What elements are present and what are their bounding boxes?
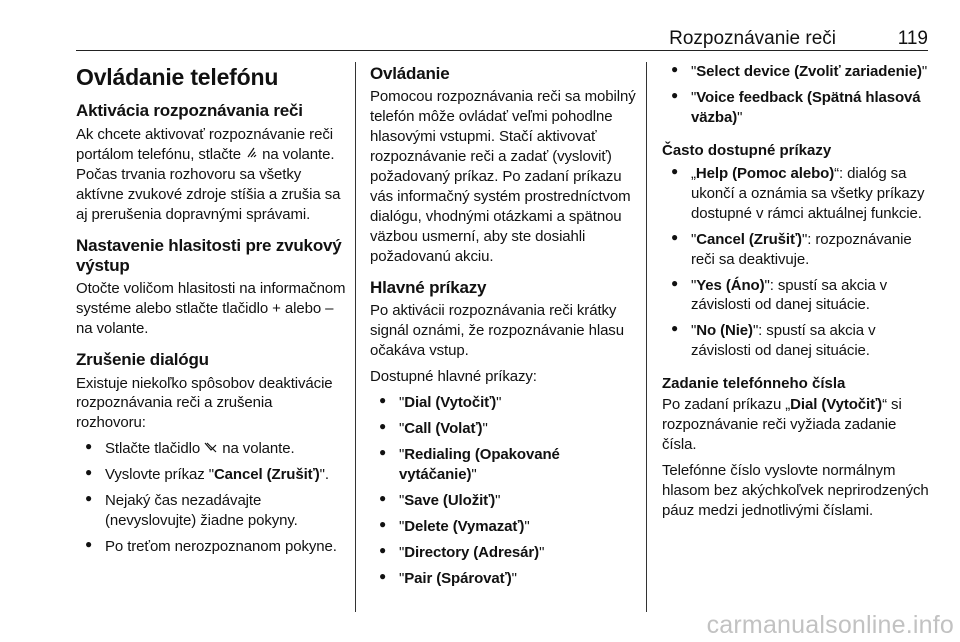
list-item — [76, 439, 346, 459]
text: : rozpoznávanie reči sa deaktivuje. — [691, 230, 912, 268]
column-divider — [646, 62, 647, 612]
list-item: ● "Delete (Vymazať)" — [370, 517, 640, 537]
voice-command-icon — [245, 145, 258, 164]
column-2 — [370, 62, 640, 594]
column-divider — [355, 62, 356, 612]
cancel-intro: Existuje niekoľko spôsobov deaktivácie rozpoznávania reči a zrušenia rozhovoru: — [76, 374, 333, 432]
list-item: ● "Pair (Spárovať)" — [370, 569, 640, 589]
heading-operation: Ovládanie — [370, 64, 450, 83]
command: Cancel (Zrušiť) — [696, 230, 802, 248]
list-item: ● "No (Nie)": spustí sa akcia v závislosti od danej situácie. — [662, 321, 930, 361]
heading-cancel: Zrušenie dialógu — [76, 350, 209, 370]
main-commands-intro: Dostupné hlavné príkazy: — [370, 368, 537, 386]
list-item: ● "Save (Uložiť)" — [370, 491, 640, 511]
heading-activation: Aktivácia rozpoznávania reči — [76, 101, 303, 121]
text: Po zadaní príkazu „ — [662, 396, 791, 414]
text: : spustí sa akcia v závislosti od danej situácie. — [691, 322, 876, 360]
text: : spustí sa akcia v závislosti od danej situácie. — [691, 276, 888, 314]
command: Select device (Zvoliť zariadenie) — [696, 63, 922, 80]
main-commands-text: Po aktivácii rozpoznávania reči krátky signál oznámi, že rozpoznávanie hlasu očakáva vstup. — [370, 302, 624, 360]
section-title: Ovládanie telefónu — [76, 64, 279, 90]
text: Stlačte tlačidlo — [105, 440, 205, 458]
text: Vyslovte príkaz " — [105, 466, 214, 484]
command: No (Nie) — [696, 322, 753, 340]
list-item: ● "Redialing (Opakované vytáčanie)" — [370, 445, 640, 485]
header-title: Rozpoznávanie reči — [669, 28, 836, 49]
list-item: ● „Help (Pomoc alebo)“: dialóg sa ukončí a oznámia sa všetky príkazy dostupné v rámci aktuálnej funkcie. — [662, 164, 930, 224]
page-number: 119 — [897, 28, 928, 49]
common-commands-list — [662, 164, 930, 361]
command: Directory (Adresár) — [404, 543, 540, 561]
list-item: ● Po treťom nerozpoznanom pokyne. — [76, 537, 346, 557]
main-commands-list — [370, 393, 640, 589]
command: Voice feedback (Spätná hlasová väzba) — [691, 88, 921, 126]
text: Ak chcete aktivovať rozpoznávanie reči portálom telefónu, stlačte — [76, 125, 333, 163]
heading-volume: Nastavenie hlasitosti pre zvukový výstup — [76, 235, 342, 275]
text: “ si rozpoznávanie reči vyžiada zadanie čísla. — [662, 396, 902, 454]
list-item: ● "Select device (Zvoliť zariadenie)" — [662, 62, 930, 82]
command: Save (Uložiť) — [404, 491, 496, 509]
phone-number-text — [662, 395, 930, 455]
list-item: ● "Directory (Adresár)" — [370, 543, 640, 563]
command: Pair (Spárovať) — [404, 569, 512, 587]
heading-main-commands: Hlavné príkazy — [370, 277, 487, 297]
column-3 — [662, 62, 930, 527]
watermark: carmanualsonline.info — [706, 611, 954, 639]
list-item: ● Nejaký čas nezadávajte (nevyslovujte) žiadne pokyny. — [76, 491, 346, 531]
text: ". — [319, 466, 329, 484]
phone-number-text-2: Telefónne číslo vyslovte normálnym hlasom bez akýchkoľvek neprirodzených páuz medzi jednotlivými číslami. — [662, 462, 929, 519]
list-item: ● "Yes (Áno)": spustí sa akcia v závislosti od danej situácie. — [662, 276, 930, 316]
list-item: ● "Cancel (Zrušiť)": rozpoznávanie reči sa deaktivuje. — [662, 230, 930, 270]
text: na volante. — [218, 440, 295, 458]
list-item: ● "Voice feedback (Spätná hlasová väzba)" — [662, 88, 930, 128]
heading-phone-number: Zadanie telefónneho čísla — [662, 375, 846, 393]
cancel-list — [76, 439, 346, 557]
heading-common-commands: Často dostupné príkazy — [662, 141, 832, 159]
command: Delete (Vymazať) — [404, 517, 525, 535]
list-item: ● "Call (Volať)" — [370, 419, 640, 439]
command: Cancel (Zrušiť) — [213, 466, 320, 484]
list-item: ● "Dial (Vytočiť)" — [370, 393, 640, 413]
command: Help (Pomoc alebo) — [695, 164, 835, 182]
volume-text: Otočte voličom hlasitosti na informačnom systéme alebo stlačte tlačidlo + alebo – na volante. — [76, 280, 346, 338]
text: : dialóg sa ukončí a oznámia sa všetky príkazy dostupné v rámci aktuálnej funkcie. — [691, 164, 925, 222]
command: Redialing (Opakované vytáčanie) — [399, 445, 560, 483]
activation-text — [76, 125, 346, 225]
command: Yes (Áno) — [696, 276, 765, 294]
text: na volante. Počas trvania rozhovoru sa všetky aktívne zvukové zdroje stíšia a zrušia sa aj prerušenia dopravnými správami. — [76, 145, 341, 223]
column-1 — [76, 62, 346, 563]
end-call-icon — [204, 439, 218, 458]
operation-text: Pomocou rozpoznávania reči sa mobilný telefón môže ovládať veľmi pohodlne hlasovými vstupmi. Stačí aktivovať rozpoznávanie reči a zadať (vysloviť) požadovaný príkaz. Po zadaní príkazu vás informačný systém prostredníctvom dialógu, vhodnými otázkami a spätnou väzbou usmerní, aby ste dosiahli požadovanú akciu. — [370, 88, 636, 265]
command: Call (Volať) — [404, 419, 483, 437]
more-commands-list — [662, 62, 930, 128]
command: Dial (Vytočiť) — [404, 393, 497, 411]
list-item — [76, 465, 346, 485]
command: Dial (Vytočiť) — [790, 396, 883, 414]
page-header — [76, 20, 928, 51]
